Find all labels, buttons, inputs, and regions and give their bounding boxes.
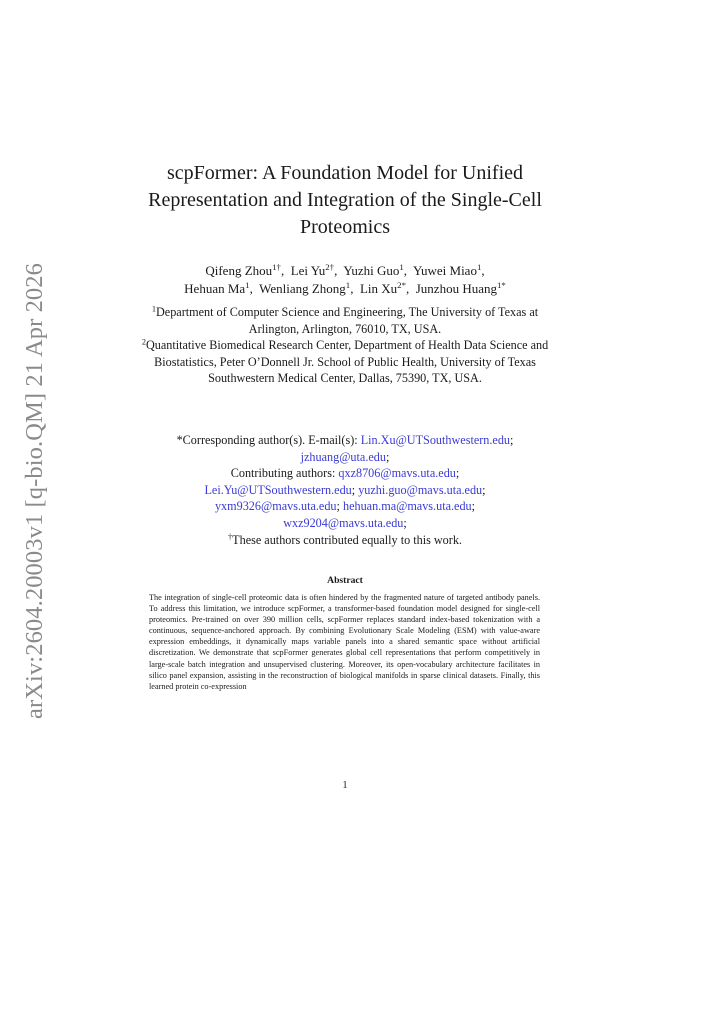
corresponding-line: jzhuang@uta.edu; <box>300 449 390 464</box>
abstract-heading: Abstract <box>327 575 363 586</box>
title-line: Representation and Integration of the Single-Cell <box>148 189 542 211</box>
contributing-line: Lei.Yu@UTSouthwestern.edu; yuzhi.guo@mavs.uta.edu; <box>204 482 486 497</box>
author: Hehuan Ma$^1$ <box>184 280 250 296</box>
author: Qifeng Zhou$^{1\dagger}$ <box>205 262 281 278</box>
author: Wenliang Zhong$^1$ <box>259 280 351 296</box>
author-line: Qifeng Zhou$^{1\dagger}$, Lei $Yu^{2\dagger}$, Yuzhi Guo$^1$, Yuwei Miao$^1$, <box>205 262 485 278</box>
arxiv-sidebar <box>13 263 57 718</box>
email-link[interactable]: hehuan.ma@mavs.uta.edu <box>342 499 472 514</box>
contributing-line: yxm9326@mavs.uta.edu; hehuan.ma@mavs.uta.edu; <box>214 499 476 514</box>
email-link[interactable]: qxz8706@mavs.uta.edu <box>338 466 456 481</box>
email-link[interactable]: yxm9326@mavs.uta.edu <box>214 499 337 514</box>
title-line: Proteomics <box>300 216 390 238</box>
author: Yuwei Miao$^1$ <box>413 262 482 278</box>
abstract-text: The integration of single-cell proteomic data is often hindered by the fragmented nature of targeted antibody panels. To address this limitation, we introduce scpFormer, a transformer-based foundation model designed for single-cell proteomics. Pre-trained on over 390 million cells, scpFormer replaces standard index-based tokenization with a continuous, sequence-anchored approach. By combining Evolutionary Scale Modeling (ESM) with value-aware expression embeddings, it dynamically maps variable panels into a shared semantic space without artificial discretization. We demonstrate that scpFormer generates global cell representations that perform competitively in large-scale batch integration and unsupervised clustering. Moreover, its open-vocabulary architecture facilitates in silico panel expansion, assisting in the reconstruction of biological manifolds in sparse clinical datasets. Finally, this learned protein co-expression <box>149 593 540 691</box>
email-link[interactable]: Lei.Yu@UTSouthwestern.edu <box>204 482 352 497</box>
email-link[interactable]: wxz9204@mavs.uta.edu <box>283 515 404 530</box>
author: Lin $Xu^{2*}$ <box>359 280 406 296</box>
correspondence-block <box>120 432 570 548</box>
affiliation: $^1$Department of Computer Science and Engineering, The University of Texas at Arlington, Arlington, 76010, TX, USA. <box>151 304 539 336</box>
email-link[interactable]: Lin.Xu@UTSouthwestern.edu <box>360 433 511 447</box>
contributing-line: wxz9204@mavs.uta.edu; <box>283 515 407 530</box>
author: Junzhou Huang$^{1*}$ <box>415 280 506 296</box>
corresponding-line: *Corresponding author(s). E-mail(s): Lin.Xu@UTSouthwestern.edu; <box>176 433 514 447</box>
arxiv-identifier: arXiv:2604.20003v1 [q-bio.QM] 21 Apr 2026 <box>21 262 48 719</box>
author-line: Hehuan Ma$^1$, Wenliang Zhong$^1$, Lin $Xu^{2*}$, Junzhou Huang$^{1*}$ <box>184 280 506 296</box>
affiliation: $^2$Quantitative Biomedical Research Center, Department of Health Data Science and Biostatistics, Peter O’Donnell Jr. School of Public Health, University of Texas Southwestern Medical Center, Dallas, 75390, TX, USA. <box>141 337 549 386</box>
author: Yuzhi Guo$^1$ <box>343 262 404 278</box>
paper-title <box>120 160 570 241</box>
author-list <box>120 262 570 298</box>
affiliations <box>132 304 558 387</box>
email-link[interactable]: yuzhi.guo@mavs.uta.edu <box>358 482 483 497</box>
page-number: 1 <box>342 780 348 791</box>
contributing-line: Contributing authors: qxz8706@mavs.uta.edu; <box>230 466 460 481</box>
author: Lei $Yu^{2\dagger}$ <box>290 262 335 278</box>
equal-contribution-note: †These authors contributed equally to this work. <box>228 532 462 547</box>
email-link[interactable]: jzhuang@uta.edu <box>300 449 386 464</box>
title-line: scpFormer: A Foundation Model for Unified <box>166 162 524 184</box>
